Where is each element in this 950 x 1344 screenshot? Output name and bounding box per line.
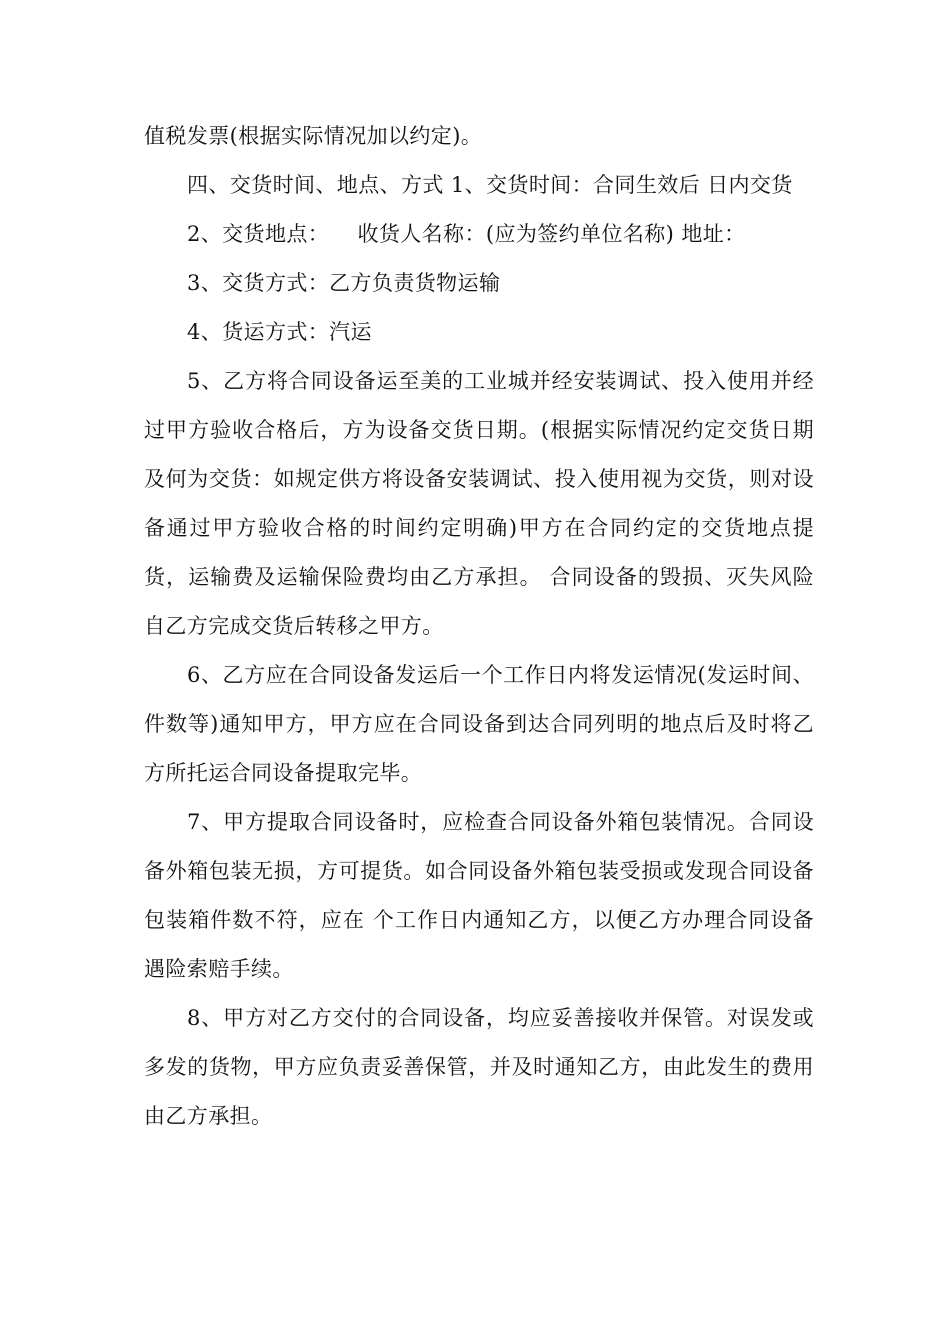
- paragraph-clause-8: 8、甲方对乙方交付的合同设备，均应妥善接收并保管。对误发或多发的货物，甲方应负责妥善保管，并及时通知乙方，由此发生的费用由乙方承担。: [144, 1006, 814, 1128]
- document-body: [144, 112, 814, 1141]
- paragraph-clause-5: 5、乙方将合同设备运至美的工业城并经安装调试、投入使用并经过甲方验收合格后，方为设备交货日期。(根据实际情况约定交货日期及何为交货：如规定供方将设备安装调试、投入使用视为交货，则对设备通过甲方验收合格的时间约定明确)甲方在合同约定的交货地点提货，运输费及运输保险费均由乙方承担。 合同设备的毁损、灭失风险自乙方完成交货后转移之甲方。: [144, 369, 814, 638]
- paragraph-clause-7: 7、甲方提取合同设备时，应检查合同设备外箱包装情况。合同设备外箱包装无损，方可提货。如合同设备外箱包装受损或发现合同设备包装箱件数不符，应在 个工作日内通知乙方，以便乙方办理合同设备遇险索赔手续。: [144, 810, 814, 981]
- paragraph-delivery-method: 3、交货方式：乙方负责货物运输: [187, 271, 501, 295]
- paragraph-clause-6: 6、乙方应在合同设备发运后一个工作日内将发运情况(发运时间、件数等)通知甲方，甲方应在合同设备到达合同列明的地点后及时将乙方所托运合同设备提取完毕。: [144, 663, 814, 785]
- paragraph-invoice-tail: 值税发票(根据实际情况加以约定)。: [144, 124, 483, 148]
- paragraph-delivery-location: 2、交货地点： 收货人名称：(应为签约单位名称) 地址：: [187, 222, 746, 246]
- paragraph-delivery-heading: 四、交货时间、地点、方式 1、交货时间：合同生效后 日内交货: [187, 173, 793, 197]
- paragraph-freight-method: 4、货运方式：汽运: [187, 320, 372, 344]
